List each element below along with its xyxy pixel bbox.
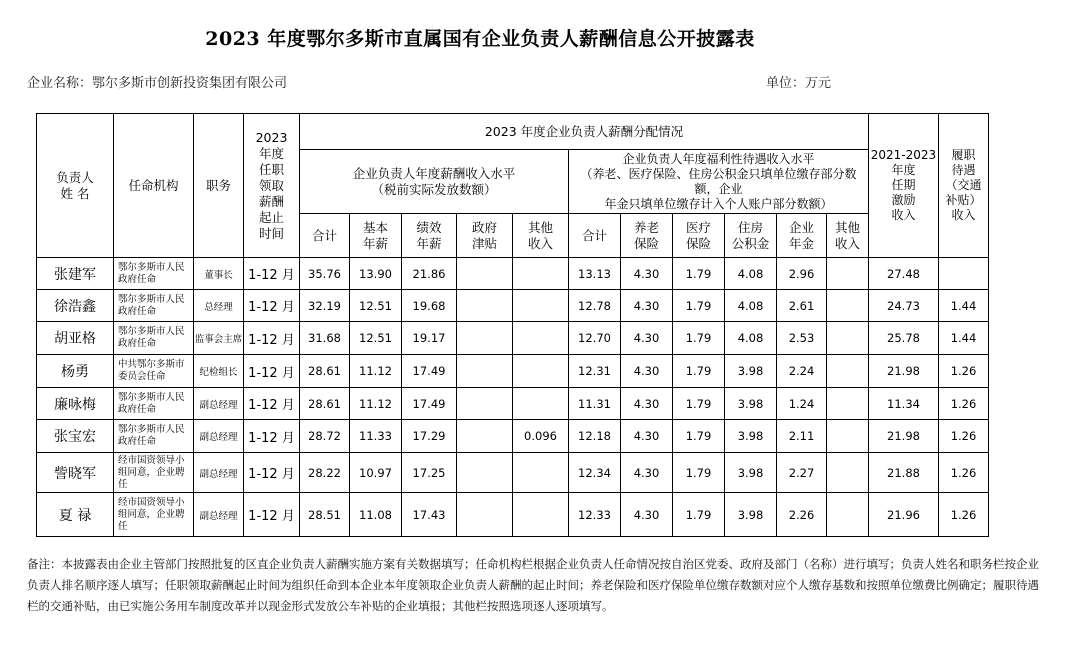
cell-wel-housing: 3.98 bbox=[725, 355, 777, 388]
cell-allowance: 1.26 bbox=[939, 420, 989, 453]
cell-wel-other bbox=[827, 322, 869, 355]
cell-pay-other bbox=[513, 493, 569, 537]
cell-wel-medical: 1.79 bbox=[673, 388, 725, 420]
cell-pay-other: 0.096 bbox=[513, 420, 569, 453]
cell-allowance: 1.26 bbox=[939, 493, 989, 537]
cell-org: 鄂尔多斯市人民政府任命 bbox=[114, 388, 194, 420]
subheader-pay-4-text: 其他 收入 bbox=[527, 219, 553, 251]
header-name-text: 负责人 姓 名 bbox=[56, 169, 94, 201]
cell-position: 副总经理 bbox=[194, 453, 244, 493]
cell-period: 1-12 月 bbox=[244, 322, 300, 355]
cell-wel-annuity: 2.26 bbox=[777, 493, 827, 537]
cell-position: 副总经理 bbox=[194, 388, 244, 420]
cell-wel-other bbox=[827, 493, 869, 537]
cell-incentive: 21.98 bbox=[869, 420, 939, 453]
cell-pay-total: 32.19 bbox=[300, 290, 350, 322]
cell-allowance: 1.44 bbox=[939, 290, 989, 322]
table-row bbox=[37, 420, 989, 453]
cell-period: 1-12 月 bbox=[244, 388, 300, 420]
cell-pay-base: 11.33 bbox=[350, 420, 402, 453]
cell-wel-other bbox=[827, 388, 869, 420]
header-allowance bbox=[939, 114, 989, 258]
cell-wel-annuity: 2.96 bbox=[777, 258, 827, 290]
cell-position: 副总经理 bbox=[194, 493, 244, 537]
cell-wel-housing: 3.98 bbox=[725, 388, 777, 420]
subheader-welfare-3 bbox=[725, 214, 777, 258]
header-name bbox=[37, 114, 114, 258]
cell-org: 经市国资领导小组同意，企业聘任 bbox=[114, 453, 194, 493]
cell-name: 杨勇 bbox=[37, 355, 114, 388]
subheader-welfare-3-text: 住房 公积金 bbox=[731, 219, 770, 251]
cell-allowance: 1.26 bbox=[939, 355, 989, 388]
cell-period: 1-12 月 bbox=[244, 493, 300, 537]
subheader-welfare-2 bbox=[673, 214, 725, 258]
cell-pay-perf: 19.17 bbox=[402, 322, 457, 355]
cell-wel-pension: 4.30 bbox=[621, 453, 673, 493]
cell-period: 1-12 月 bbox=[244, 258, 300, 290]
cell-pay-other bbox=[513, 388, 569, 420]
cell-name: 廉咏梅 bbox=[37, 388, 114, 420]
cell-wel-total: 13.13 bbox=[569, 258, 621, 290]
cell-pay-base: 12.51 bbox=[350, 290, 402, 322]
cell-position: 副总经理 bbox=[194, 420, 244, 453]
cell-org: 鄂尔多斯市人民政府任命 bbox=[114, 420, 194, 453]
subheader-welfare-2-text: 医疗 保险 bbox=[685, 219, 711, 251]
header-distribution-text: 2023 年度企业负责人薪酬分配情况 bbox=[484, 123, 684, 139]
cell-wel-other bbox=[827, 290, 869, 322]
cell-wel-housing: 4.08 bbox=[725, 290, 777, 322]
subheader-welfare-1-text: 养老 保险 bbox=[633, 219, 659, 251]
cell-wel-housing: 4.08 bbox=[725, 258, 777, 290]
cell-period: 1-12 月 bbox=[244, 420, 300, 453]
cell-wel-medical: 1.79 bbox=[673, 322, 725, 355]
header-incentive bbox=[869, 114, 939, 258]
cell-pay-total: 28.72 bbox=[300, 420, 350, 453]
cell-pay-gov bbox=[457, 258, 513, 290]
unit-label: 单位：万元 bbox=[766, 76, 832, 91]
cell-wel-housing: 3.98 bbox=[725, 493, 777, 537]
subheader-welfare-4 bbox=[777, 214, 827, 258]
cell-name: 徐浩鑫 bbox=[37, 290, 114, 322]
subheader-welfare-5-text: 其他 收入 bbox=[834, 219, 860, 251]
cell-wel-medical: 1.79 bbox=[673, 453, 725, 493]
cell-wel-other bbox=[827, 355, 869, 388]
cell-pay-base: 11.12 bbox=[350, 355, 402, 388]
table-row bbox=[37, 493, 989, 537]
cell-wel-other bbox=[827, 453, 869, 493]
footnote: 备注：本披露表由企业主管部门按照批复的区直企业负责人薪酬实施方案有关数据填写；任命机构栏根据企业负责人任命情况按自治区党委、政府及部门（名称）进行填写；负责人姓名和职务栏按企业负责人排名顺序逐人填写；任职领取薪酬起止时间为组织任命到本企业本年度领取企业负责人薪酬的起止时间；养老保险和医疗保险单位缴存数额对应个人缴存基数和按照单位缴费比例确定；履职待遇栏的交通补贴，由已实施公务用车制度改革并以现金形式发放公车补贴的企业填报；其他栏按照选项逐人逐项填写。 bbox=[27, 557, 1039, 613]
cell-allowance: 1.26 bbox=[939, 453, 989, 493]
cell-org: 鄂尔多斯市人民政府任命 bbox=[114, 322, 194, 355]
cell-wel-pension: 4.30 bbox=[621, 258, 673, 290]
cell-name: 张建军 bbox=[37, 258, 114, 290]
cell-wel-total: 12.18 bbox=[569, 420, 621, 453]
cell-period: 1-12 月 bbox=[244, 290, 300, 322]
cell-wel-total: 12.34 bbox=[569, 453, 621, 493]
cell-wel-pension: 4.30 bbox=[621, 355, 673, 388]
cell-incentive: 27.48 bbox=[869, 258, 939, 290]
cell-wel-total: 11.31 bbox=[569, 388, 621, 420]
cell-pay-perf: 17.49 bbox=[402, 388, 457, 420]
cell-wel-annuity: 2.53 bbox=[777, 322, 827, 355]
cell-wel-total: 12.78 bbox=[569, 290, 621, 322]
header-pay-group bbox=[300, 150, 569, 214]
subheader-welfare-1 bbox=[621, 214, 673, 258]
header-period bbox=[244, 114, 300, 258]
header-welfare-group-text: 企业负责人年度福利性待遇收入水平 （养老、医疗保险、住房公积金只填单位缴存部分数额，企业 年金只填单位缴存计入个人账户部分数额） bbox=[580, 151, 857, 211]
cell-pay-perf: 17.43 bbox=[402, 493, 457, 537]
cell-name: 张宝宏 bbox=[37, 420, 114, 453]
cell-wel-pension: 4.30 bbox=[621, 493, 673, 537]
cell-wel-medical: 1.79 bbox=[673, 493, 725, 537]
cell-allowance bbox=[939, 258, 989, 290]
subheader-pay-1-text: 基本 年薪 bbox=[362, 219, 388, 251]
cell-pay-gov bbox=[457, 322, 513, 355]
subheader-pay-4 bbox=[513, 214, 569, 258]
cell-wel-housing: 3.98 bbox=[725, 420, 777, 453]
cell-wel-pension: 4.30 bbox=[621, 322, 673, 355]
cell-name: 夏 禄 bbox=[37, 493, 114, 537]
cell-pay-perf: 21.86 bbox=[402, 258, 457, 290]
table-row bbox=[37, 388, 989, 420]
cell-wel-annuity: 2.24 bbox=[777, 355, 827, 388]
cell-pay-base: 10.97 bbox=[350, 453, 402, 493]
cell-pay-other bbox=[513, 453, 569, 493]
cell-incentive: 21.88 bbox=[869, 453, 939, 493]
cell-pay-other bbox=[513, 290, 569, 322]
cell-wel-pension: 4.30 bbox=[621, 290, 673, 322]
company-name: 企业名称：鄂尔多斯市创新投资集团有限公司 bbox=[27, 76, 288, 91]
cell-pay-gov bbox=[457, 355, 513, 388]
subheader-pay-3 bbox=[457, 214, 513, 258]
subheader-pay-0-text: 合计 bbox=[311, 227, 337, 243]
table-row bbox=[37, 322, 989, 355]
cell-org: 鄂尔多斯市人民政府任命 bbox=[114, 290, 194, 322]
header-incentive-text: 2021-2023 年度 任期 激励 收入 bbox=[870, 148, 937, 222]
subheader-pay-3-text: 政府 津贴 bbox=[471, 219, 497, 251]
cell-position: 董事长 bbox=[194, 258, 244, 290]
cell-wel-housing: 4.08 bbox=[725, 322, 777, 355]
cell-pay-total: 28.51 bbox=[300, 493, 350, 537]
header-position bbox=[194, 114, 244, 258]
subheader-welfare-0-text: 合计 bbox=[581, 227, 607, 243]
table-row bbox=[37, 290, 989, 322]
cell-position: 纪检组长 bbox=[194, 355, 244, 388]
subheader-welfare-5 bbox=[827, 214, 869, 258]
cell-pay-perf: 17.25 bbox=[402, 453, 457, 493]
header-org-text: 任命机构 bbox=[128, 177, 179, 193]
cell-wel-total: 12.70 bbox=[569, 322, 621, 355]
header-org bbox=[114, 114, 194, 258]
cell-org: 经市国资领导小组同意，企业聘任 bbox=[114, 493, 194, 537]
cell-wel-medical: 1.79 bbox=[673, 258, 725, 290]
cell-incentive: 24.73 bbox=[869, 290, 939, 322]
cell-pay-perf: 17.29 bbox=[402, 420, 457, 453]
table-row bbox=[37, 355, 989, 388]
cell-pay-gov bbox=[457, 388, 513, 420]
cell-incentive: 21.98 bbox=[869, 355, 939, 388]
table-row bbox=[37, 453, 989, 493]
cell-pay-perf: 17.49 bbox=[402, 355, 457, 388]
cell-wel-other bbox=[827, 420, 869, 453]
cell-allowance: 1.26 bbox=[939, 388, 989, 420]
cell-pay-other bbox=[513, 355, 569, 388]
cell-wel-housing: 3.98 bbox=[725, 453, 777, 493]
cell-allowance: 1.44 bbox=[939, 322, 989, 355]
cell-name: 訾晓军 bbox=[37, 453, 114, 493]
cell-period: 1-12 月 bbox=[244, 453, 300, 493]
cell-wel-medical: 1.79 bbox=[673, 290, 725, 322]
salary-table bbox=[36, 113, 989, 537]
cell-pay-base: 11.08 bbox=[350, 493, 402, 537]
header-pay-group-text: 企业负责人年度薪酬收入水平 （税前实际发放数额） bbox=[352, 165, 516, 197]
cell-wel-annuity: 2.27 bbox=[777, 453, 827, 493]
cell-pay-base: 11.12 bbox=[350, 388, 402, 420]
cell-pay-total: 35.76 bbox=[300, 258, 350, 290]
header-welfare-group bbox=[569, 150, 869, 214]
table-row bbox=[37, 258, 989, 290]
cell-pay-base: 13.90 bbox=[350, 258, 402, 290]
cell-org: 中共鄂尔多斯市委员会任命 bbox=[114, 355, 194, 388]
cell-pay-base: 12.51 bbox=[350, 322, 402, 355]
cell-incentive: 25.78 bbox=[869, 322, 939, 355]
header-distribution bbox=[300, 114, 869, 150]
subheader-pay-1 bbox=[350, 214, 402, 258]
cell-period: 1-12 月 bbox=[244, 355, 300, 388]
cell-pay-total: 28.61 bbox=[300, 355, 350, 388]
cell-wel-medical: 1.79 bbox=[673, 355, 725, 388]
subheader-welfare-4-text: 企业 年金 bbox=[788, 219, 814, 251]
cell-incentive: 21.96 bbox=[869, 493, 939, 537]
header-period-text: 2023 年度 任职 领取 薪酬 起止 时间 bbox=[255, 129, 288, 241]
cell-pay-total: 31.68 bbox=[300, 322, 350, 355]
cell-position: 监事会主席 bbox=[194, 322, 244, 355]
table-body bbox=[37, 258, 989, 537]
subheader-welfare-0 bbox=[569, 214, 621, 258]
subheader-pay-2 bbox=[402, 214, 457, 258]
cell-pay-gov bbox=[457, 453, 513, 493]
cell-wel-pension: 4.30 bbox=[621, 420, 673, 453]
cell-wel-annuity: 2.61 bbox=[777, 290, 827, 322]
cell-wel-total: 12.31 bbox=[569, 355, 621, 388]
cell-pay-gov bbox=[457, 493, 513, 537]
cell-org: 鄂尔多斯市人民政府任命 bbox=[114, 258, 194, 290]
cell-pay-other bbox=[513, 258, 569, 290]
subheader-pay-0 bbox=[300, 214, 350, 258]
page-title: 2023 年度鄂尔多斯市直属国有企业负责人薪酬信息公开披露表 bbox=[205, 28, 755, 50]
cell-name: 胡亚格 bbox=[37, 322, 114, 355]
subheader-pay-2-text: 绩效 年薪 bbox=[416, 219, 442, 251]
header-position-text: 职务 bbox=[205, 177, 231, 193]
cell-position: 总经理 bbox=[194, 290, 244, 322]
cell-pay-perf: 19.68 bbox=[402, 290, 457, 322]
cell-wel-other bbox=[827, 258, 869, 290]
cell-pay-other bbox=[513, 322, 569, 355]
cell-pay-gov bbox=[457, 420, 513, 453]
cell-pay-total: 28.61 bbox=[300, 388, 350, 420]
cell-wel-medical: 1.79 bbox=[673, 420, 725, 453]
cell-pay-gov bbox=[457, 290, 513, 322]
cell-incentive: 11.34 bbox=[869, 388, 939, 420]
cell-wel-pension: 4.30 bbox=[621, 388, 673, 420]
cell-wel-total: 12.33 bbox=[569, 493, 621, 537]
cell-pay-total: 28.22 bbox=[300, 453, 350, 493]
header-allowance-text: 履职 待遇 （交通 补贴） 收入 bbox=[945, 148, 982, 222]
cell-wel-annuity: 1.24 bbox=[777, 388, 827, 420]
cell-wel-annuity: 2.11 bbox=[777, 420, 827, 453]
